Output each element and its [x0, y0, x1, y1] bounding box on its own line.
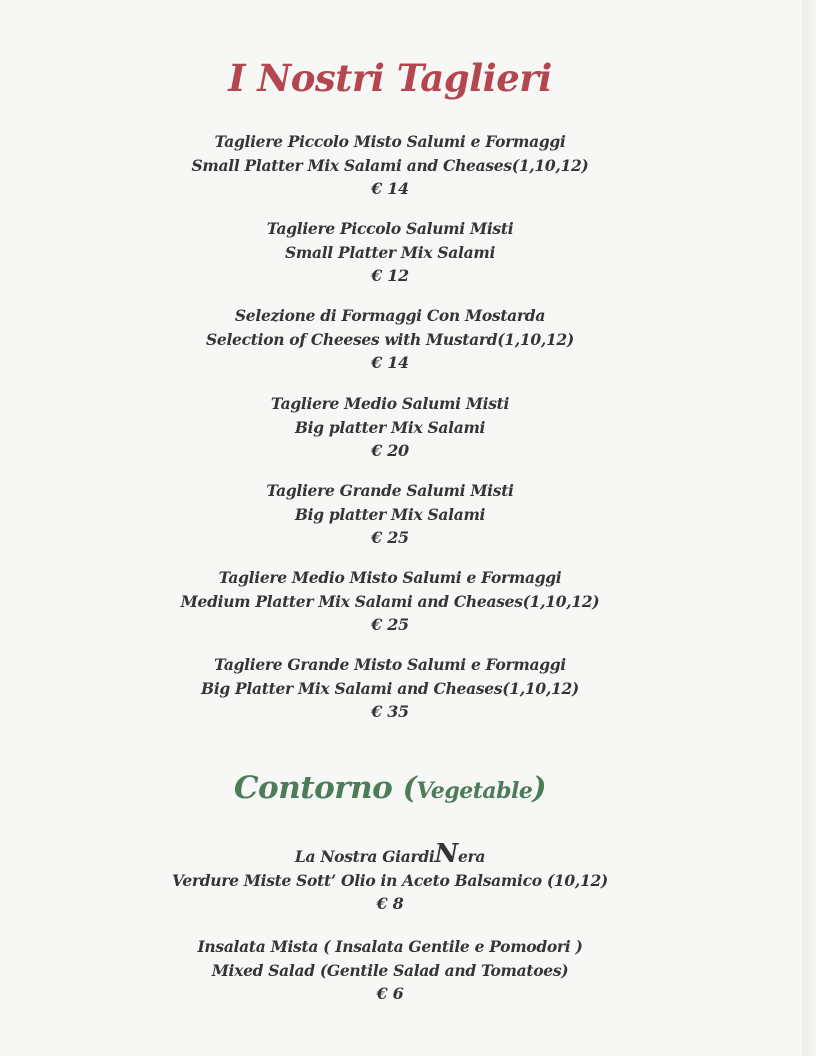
subtitle-paren-open: ( [402, 771, 417, 806]
item-name-italian-big-letter: N [434, 839, 458, 869]
section-subtitle-vegetable: Vegetable [416, 778, 533, 804]
item-name-italian: Tagliere Piccolo Salumi Misti [266, 219, 514, 238]
item-name-english: Big platter Mix Salami [294, 504, 486, 524]
section-title-contorno [0, 770, 780, 806]
menu-item-tagliere-grande-misto [0, 653, 780, 724]
menu-item-giardiniera [0, 839, 780, 916]
item-name-italian: Tagliere Medio Misto Salumi e Formaggi [218, 568, 562, 587]
item-name-english: Small Platter Mix Salami and Cheases(1,10,12) [191, 155, 589, 175]
item-name-italian: Insalata Mista ( Insalata Gentile e Pomodori ) [197, 937, 583, 956]
menu-item-tagliere-grande-salumi [0, 479, 780, 550]
item-name-italian: Tagliere Grande Misto Salumi e Formaggi [214, 655, 566, 674]
item-price: € 12 [371, 266, 409, 285]
item-name-english: Selection of Cheeses with Mustard(1,10,12) [206, 329, 574, 349]
menu-item-insalata-mista [0, 935, 780, 1006]
item-price: € 14 [371, 353, 409, 372]
page-edge [802, 0, 816, 1056]
item-price: € 35 [371, 702, 409, 721]
item-price: € 8 [376, 894, 404, 913]
item-name-italian-part: La Nostra Giardi [294, 847, 435, 866]
menu-item-tagliere-piccolo-misto [0, 130, 780, 201]
item-name-english: Verdure Miste Sott’ Olio in Aceto Balsamico (10,12) [172, 870, 608, 890]
item-name-italian: Tagliere Piccolo Misto Salumi e Formaggi [214, 132, 566, 151]
item-name-italian: Selezione di Formaggi Con Mostarda [234, 306, 546, 325]
menu-item-tagliere-medio-salumi [0, 392, 780, 463]
item-name-english: Big platter Mix Salami [294, 417, 486, 437]
item-name-english: Medium Platter Mix Salami and Cheases(1,10,12) [180, 591, 600, 611]
section-title-contorno-text: Contorno [233, 770, 393, 806]
menu-item-tagliere-medio-misto [0, 566, 780, 637]
item-name-english: Big Platter Mix Salami and Cheases(1,10,12) [201, 678, 579, 698]
section-title-taglieri: I Nostri Taglieri [228, 56, 552, 100]
item-price: € 20 [371, 441, 409, 460]
item-price: € 6 [376, 984, 404, 1003]
item-name-english: Small Platter Mix Salami [284, 242, 496, 262]
item-name-english: Mixed Salad (Gentile Salad and Tomatoes) [211, 960, 569, 980]
item-price: € 14 [371, 179, 409, 198]
menu-item-selezione-formaggi [0, 304, 780, 375]
item-name-italian: Tagliere Medio Salumi Misti [270, 394, 510, 413]
item-price: € 25 [371, 528, 409, 547]
item-name-italian: Tagliere Grande Salumi Misti [266, 481, 514, 500]
subtitle-paren-close: ) [532, 771, 547, 806]
menu-item-tagliere-piccolo-salumi [0, 217, 780, 288]
item-name-italian [0, 839, 780, 869]
item-name-italian-part: era [457, 847, 486, 866]
item-price: € 25 [371, 615, 409, 634]
